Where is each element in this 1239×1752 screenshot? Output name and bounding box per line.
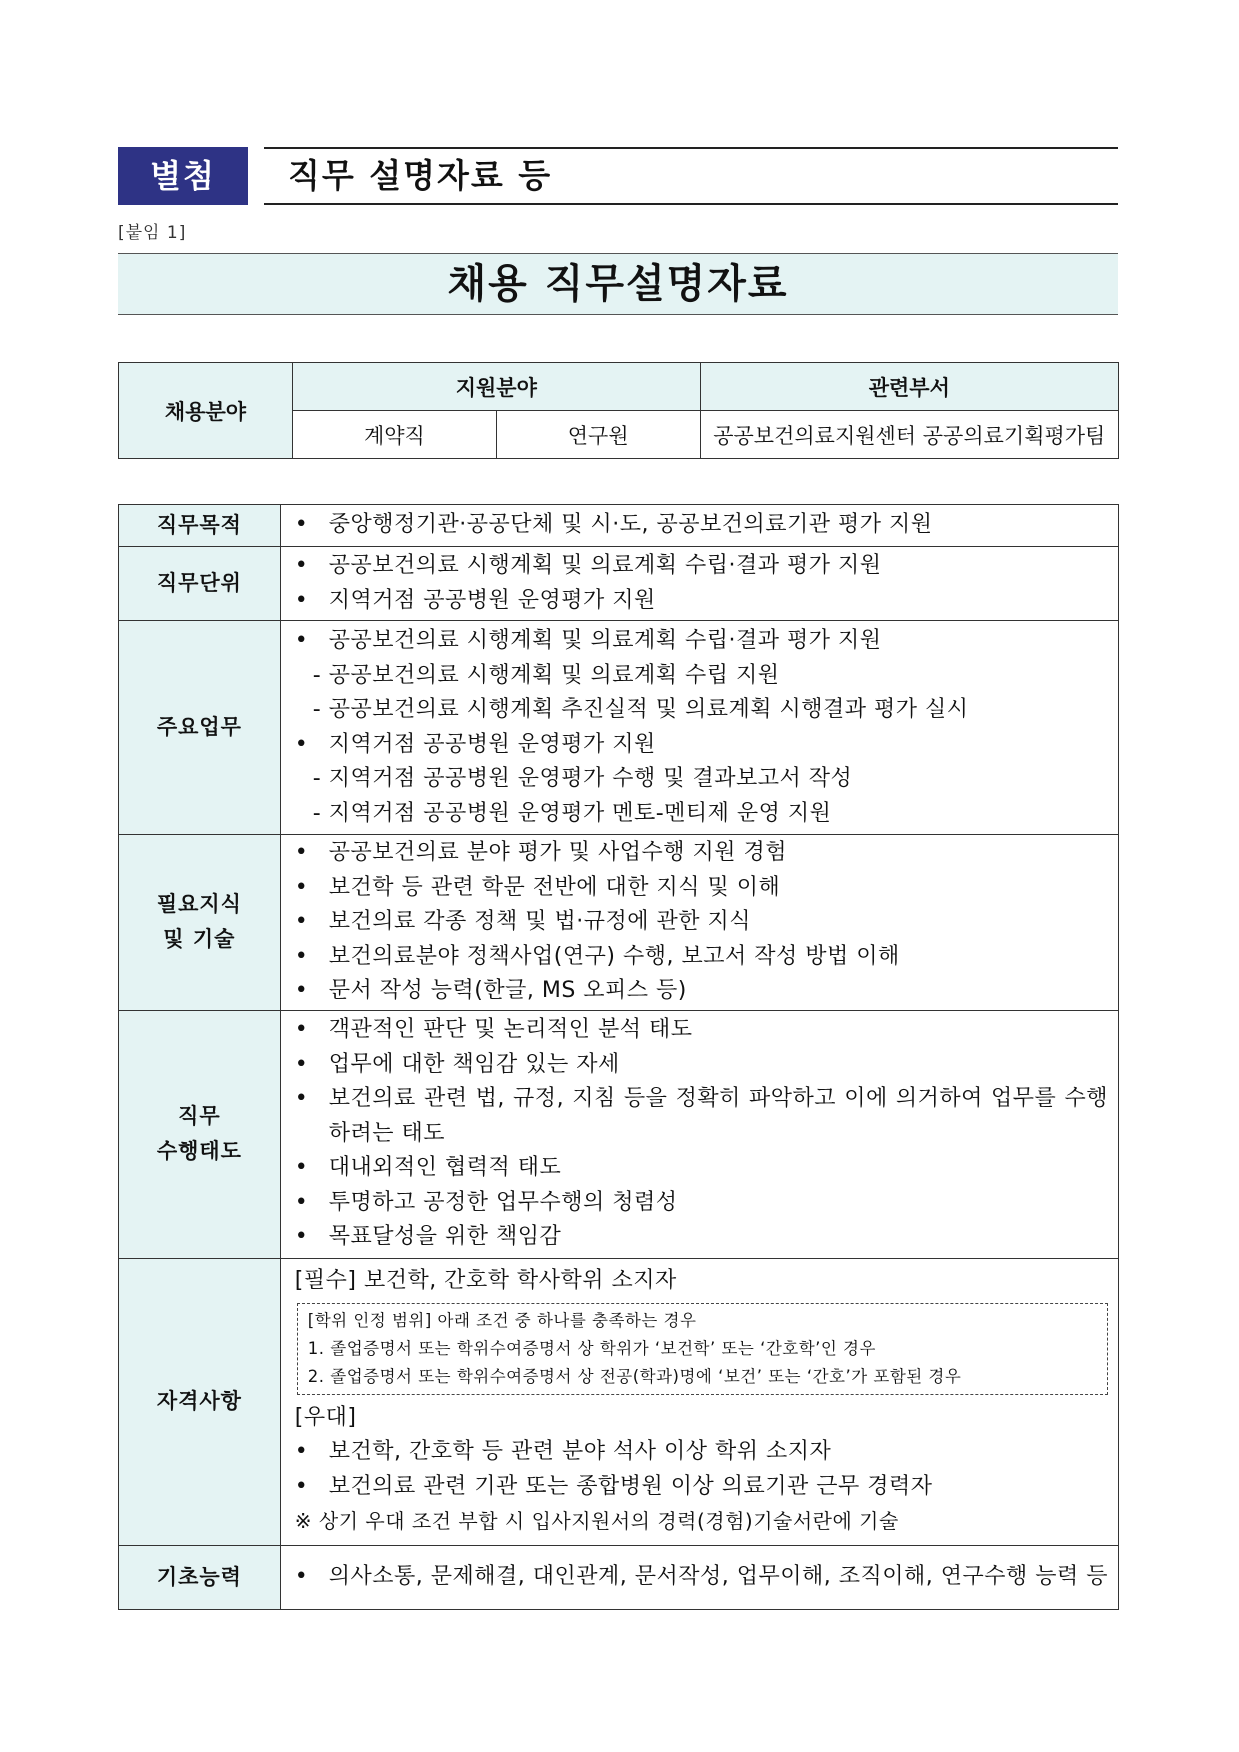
criteria-item: 2. 졸업증명서 또는 학위수여증명서 상 전공(학과)명에 ‘보건’ 또는 ‘간호’가 포함된 경우 xyxy=(307,1366,962,1386)
list-item: • 업무에 대한 책임감 있는 자세 xyxy=(295,1048,1108,1083)
recruit-label: 채용분야 xyxy=(119,363,293,459)
required-qualification: [필수] 보건학, 간호학 학사학위 소지자 xyxy=(294,1268,677,1294)
preferred-note: ※ 상기 우대 조건 부합 시 입사지원서의 경력(경험)기술서란에 기술 xyxy=(294,1509,899,1534)
list-item: • 공공보건의료 시행계획 및 의료계획 수립·결과 평가 지원 xyxy=(295,549,1108,584)
knowledge-label-2: 및 기술 xyxy=(163,927,236,952)
list-item: • 지역거점 공공병원 운영평가 지원 xyxy=(295,728,1108,763)
section-title: 직무 설명자료 등 xyxy=(264,147,1118,205)
list-item: • 문서 작성 능력(한글, MS 오피스 등) xyxy=(295,974,1108,1009)
row-unit xyxy=(119,547,1119,621)
list-item: • 보건의료 관련 법, 규정, 지침 등을 정확히 파악하고 이에 의거하여 업무를 수행하려는 태도 xyxy=(295,1082,1108,1151)
knowledge-label-1: 필요지식 xyxy=(156,892,242,917)
row-attitude xyxy=(119,1010,1119,1258)
section-header xyxy=(118,147,1118,205)
document-title: 채용 직무설명자료 xyxy=(118,253,1118,315)
attitude-label-1: 직무 xyxy=(178,1104,221,1128)
list-item: • 투명하고 공정한 업무수행의 청렴성 xyxy=(295,1186,1108,1221)
list-item: • 보건학 등 관련 학문 전반에 대한 지식 및 이해 xyxy=(295,871,1108,906)
list-item: • 객관적인 판단 및 논리적인 분석 태도 xyxy=(295,1013,1108,1048)
row-knowledge xyxy=(119,835,1119,1011)
list-item: • 목표달성을 위한 책임감 xyxy=(295,1220,1108,1255)
dept-header: 관련부서 xyxy=(700,363,1118,411)
list-item: • 지역거점 공공병원 운영평가 지원 xyxy=(295,584,1108,619)
unit-label: 직무단위 xyxy=(119,547,281,621)
list-item: • 대내외적인 협력적 태도 xyxy=(295,1151,1108,1186)
sub-item: - 지역거점 공공병원 운영평가 수행 및 결과보고서 작성 xyxy=(312,766,853,791)
sub-item: - 공공보건의료 시행계획 및 의료계획 수립 지원 xyxy=(312,662,780,688)
list-item: • 보건학, 간호학 등 관련 분야 석사 이상 학위 소지자 xyxy=(295,1435,1108,1470)
appendix-tag: 별첨 xyxy=(118,147,248,205)
criteria-heading: [학위 인정 범위] 아래 조건 중 하나를 충족하는 경우 xyxy=(307,1310,697,1330)
position: 연구원 xyxy=(496,411,700,459)
list-item: • 의사소통, 문제해결, 대인관계, 문서작성, 업무이해, 조직이해, 연구수행 능력 등 xyxy=(295,1560,1108,1595)
attachment-label: [붙임 1] xyxy=(118,223,187,243)
basic-label: 기초능력 xyxy=(119,1545,281,1609)
list-item: • 보건의료 관련 기관 또는 종합병원 이상 의료기관 근무 경력자 xyxy=(295,1470,1108,1505)
list-item: • 공공보건의료 시행계획 및 의료계획 수립·결과 평가 지원 xyxy=(295,624,1108,659)
degree-criteria-box xyxy=(297,1303,1108,1395)
row-qualification xyxy=(119,1258,1119,1545)
purpose-label: 직무목적 xyxy=(119,505,281,547)
list-item: • 공공보건의료 분야 평가 및 사업수행 지원 경험 xyxy=(295,836,1108,871)
sub-item: - 공공보건의료 시행계획 추진실적 및 의료계획 시행결과 평가 실시 xyxy=(312,697,969,722)
list-item: • 중앙행정기관·공공단체 및 시·도, 공공보건의료기관 평가 지원 xyxy=(295,508,1108,543)
field-header: 지원분야 xyxy=(293,363,701,411)
department: 공공보건의료지원센터 공공의료기획평가팀 xyxy=(700,411,1118,459)
recruitment-table xyxy=(118,362,1119,459)
criteria-item: 1. 졸업증명서 또는 학위수여증명서 상 학위가 ‘보건학’ 또는 ‘간호학’인 경우 xyxy=(307,1338,876,1358)
preferred-heading: [우대] xyxy=(294,1404,357,1430)
employment-type: 계약직 xyxy=(293,411,497,459)
row-basic xyxy=(119,1545,1119,1609)
duties-label: 주요업무 xyxy=(119,621,281,835)
attitude-label-2: 수행태도 xyxy=(156,1139,242,1163)
job-description-table xyxy=(118,504,1119,1610)
sub-item: - 지역거점 공공병원 운영평가 멘토-멘티제 운영 지원 xyxy=(312,800,832,826)
qualification-label: 자격사항 xyxy=(119,1258,281,1545)
row-duties xyxy=(119,621,1119,835)
list-item: • 보건의료 각종 정책 및 법·규정에 관한 지식 xyxy=(295,905,1108,940)
row-purpose xyxy=(119,505,1119,547)
list-item: • 보건의료분야 정책사업(연구) 수행, 보고서 작성 방법 이해 xyxy=(295,940,1108,975)
